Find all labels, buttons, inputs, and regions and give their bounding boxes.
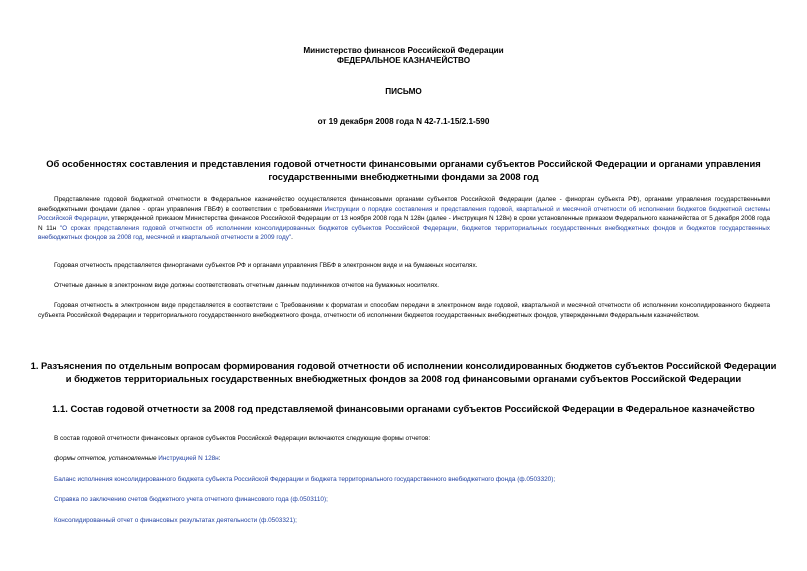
paragraph-3: Отчетные данные в электронном виде должны соответствовать отчетным данным подлинников отчетов на бумажных носителях. (54, 282, 440, 289)
paragraph-2: Годовая отчетность представляется финорганами субъектов РФ и органами управления ГВБФ в электронном виде и на бумажных носителях. (54, 262, 478, 269)
doc-title: Об особенностях составления и представления годовой отчетности финансовыми органами субъектов Российской Федерации и органами управления государственными внебюджетными фондами за 2008 год (46, 158, 761, 182)
instruction-128n-link-2[interactable]: Инструкцией N 128н (158, 455, 219, 462)
treasury-name: ФЕДЕРАЛЬНОЕ КАЗНАЧЕЙСТВО (336, 56, 471, 65)
form-item-0503320[interactable]: Баланс исполнения консолидированного бюджета субъекта Российской Федерации и бюджета территориального государственного внебюджетного фонда (ф.0503320); (54, 476, 556, 483)
paragraph-1 (38, 195, 770, 243)
section-1-1-heading: 1.1. Состав годовой отчетности за 2008 год представляемой финансовыми органами субъектов Российской Федерации в Федеральное казначейство (52, 403, 755, 414)
forms-label-end: : (218, 455, 221, 462)
forms-label (54, 454, 770, 464)
section-1-heading: 1. Разъяснения по отдельным вопросам формирования годовой отчетности об исполнении консолидированных бюджетов субъектов Российской Федерации и бюджетов территориальных государственных внебюджетных фондов за 2008 год финансовыми органами субъектов Российской Федерации (30, 360, 777, 384)
doc-type: ПИСЬМО (385, 87, 422, 96)
paragraph-1-text-a: Представление годовой бюджетной отчетности в Федеральное казначейство осуществляется финансовыми органами субъектов Российской Федерации (далее - финорган субъекта РФ), органами управления государственными внебюджетными фондами (далее - орган управления ГВБФ) в соответствии с требованиями (38, 196, 770, 213)
form-item-0503321[interactable]: Консолидированный отчет о финансовых результатах деятельности (ф.0503321); (54, 517, 297, 524)
order-11n-link[interactable]: "О сроках представления годовой отчетности об исполнении консолидированных бюджетов субъектов Российской Федерации, бюджетов территориальных государственных внебюджетных фондов и бюджетов государственных внебюджетных фондов за 2008 год, месячной и квартальной отчетности в 2009 году" (38, 224, 770, 242)
paragraph-1-text-c: . (291, 234, 293, 242)
form-item-0503110[interactable]: Справка по заключению счетов бюджетного учета отчетного финансового года (ф.0503110); (54, 496, 328, 503)
ministry-name: Министерство финансов Российской Федерации (303, 46, 504, 55)
forms-intro: В состав годовой отчетности финансовых органов субъектов Российской Федерации включаются следующие формы отчетов: (54, 435, 431, 442)
doc-date-number: от 19 декабря 2008 года N 42-7.1-15/2.1-590 (317, 117, 490, 126)
paragraph-1-text-b: , утвержденной приказом Министерства финансов Российской Федерации от 13 ноября 2008 года N 128н (далее - Инструкция N 128н) в сроки установленные приказом Федерального казначейства от 5 декабря 2008 года N 11н (38, 215, 770, 232)
forms-label-text: формы отчетов, установленные (54, 455, 159, 462)
paragraph-4: Годовая отчетность в электронном виде представляется в соответствии с Требованиями к форматам и способам передачи в электронном виде годовой, квартальной и месячной отчетности об исполнении консолидированного бюджета субъекта Российской Федерации и территориального государственного внебюджетного фонда, отчетности об исполнении бюджетов государственных внебюджетных фондов, утвержденными Федеральным казначейством. (38, 302, 770, 319)
instruction-128n-link[interactable]: Инструкции о порядке составления и представления годовой, квартальной и месячной отчетности об исполнении бюджетов бюджетной системы Российской Федерации (38, 205, 770, 223)
